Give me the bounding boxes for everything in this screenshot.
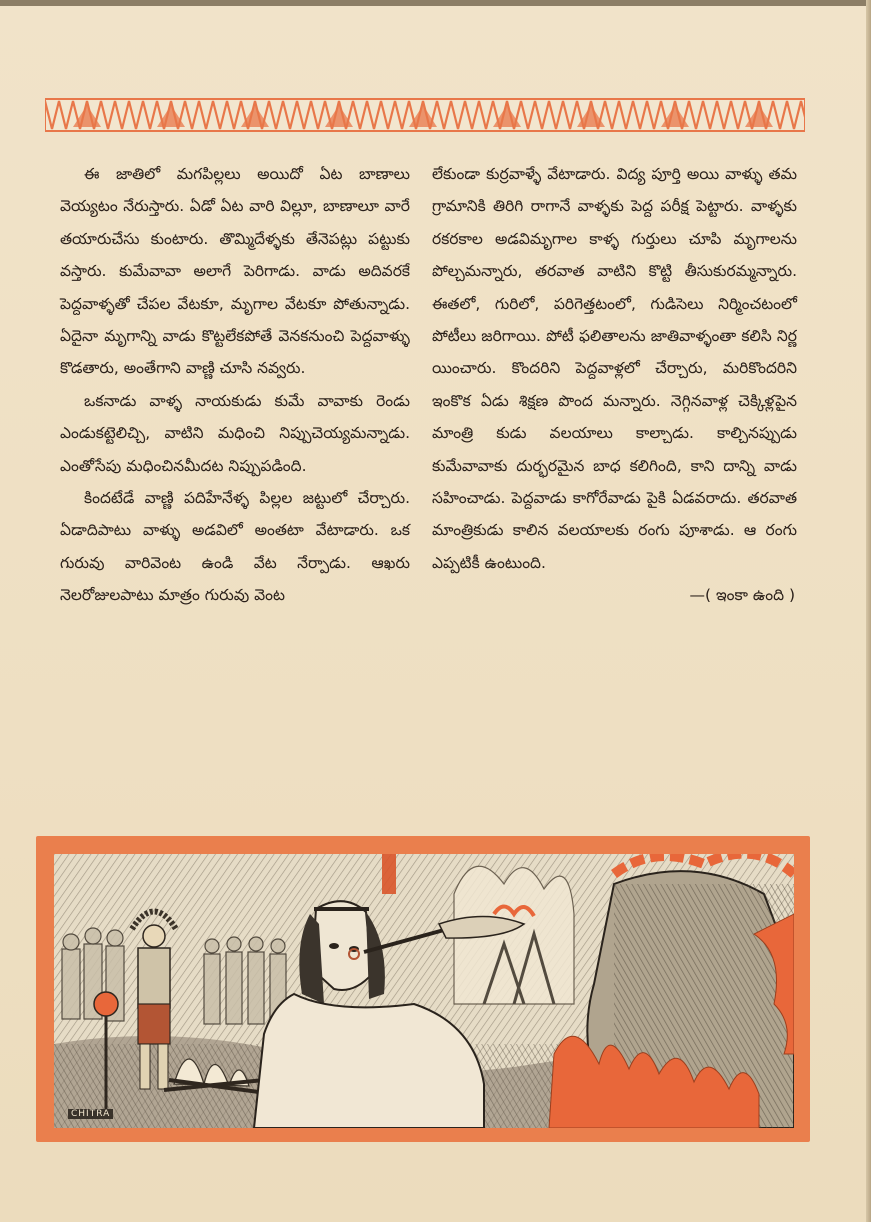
paragraph: ఈ జాతిలో మగపిల్లలు అయిదో ఏట బాణాలు వెయ్యటం నేరుస్తారు. ఏడో ఏట వారి విల్లూ, బాణాలూ వారే తయారుచేసు కుంటారు. తొమ్మిదేళ్ళకు తేనెపట్లు పట్టుకు వస్తారు. కుమేవావా అలాగే పెరిగాడు. వాడు అదివరకే పెద్దవాళ్ళతో చేపల వేటకూ, మృగాల వేటకూ పోతున్నాడు. ఏదైనా మృగాన్ని వాడు కొట్టలేకపోతే వెనకనుంచి పెద్దవాళ్ళు కొడతారు, అంతేగాని వాణ్ణి చూసి నవ్వరు. (60, 165, 410, 378)
paragraph: లేకుండా కుర్రవాళ్ళే వేటాడారు. విద్య పూర్తి అయి వాళ్ళు తమ గ్రామానికి తిరిగి రాగానే వాళ్ళకు పెద్ద పరీక్ష పెట్టారు. వాళ్ళకు రకరకాల అడవిమృగాల కాళ్ళ గుర్తులు చూపి మృగాలను పోల్చమన్నారు, తరవాత వాటిని కొట్టి తీసుకురమ్మన్నారు. ఈతలో, గురిలో, పరిగెత్తటంలో, గుడిసెలు నిర్మించటంలో పోటీలు జరిగాయి. పోటీ ఫలితాలను జాతివాళ్ళంతా కలిసి నిర్ణ యించారు. కొందరిని పెద్దవాళ్లలో చేర్చారు, మరికొందరిని ఇంకొక ఏడు శిక్షణ పొంద మన్నారు. నెగ్గినవాళ్ల చెక్కిళ్లపైన మాంత్రి కుడు వలయాలు కాల్చాడు. కాల్చినప్పుడు కుమేవావాకు దుర్భరమైన బాధ కలిగింది, కాని దాన్ని వాడు సహించాడు. పెద్దవాడు కాగోరేవాడు పైకి ఏడవరాదు. తరవాత మాంత్రికుడు కాలిన వలయాలకు రంగు పూశాడు. ఆ రంగు ఎప్పటికీ ఉంటుంది. (432, 165, 797, 572)
page-top-edge (0, 0, 871, 6)
ceremony-illustration (54, 854, 794, 1128)
illustration (54, 854, 794, 1128)
to-be-continued-note: —( ఇంకా ఉంది ) (689, 586, 795, 605)
left-text-column (60, 158, 410, 612)
paragraph: కిందటేడే వాణ్ణి పదిహేనేళ్ళ పిల్లల జట్టులో చేర్చారు. ఏడాదిపాటు వాళ్ళు అడవిలో అంతటా వేటాడారు. ఒక గురువు వారివెంట ఉండి వేట నేర్పాడు. ఆఖరు నెలరోజులపాటు మాత్రం గురువు వెంట (60, 489, 410, 605)
illustration-frame (36, 836, 810, 1142)
page-right-edge (866, 0, 871, 1222)
decorative-border (45, 95, 805, 135)
red-pole (382, 854, 396, 894)
artist-signature: CHITRA (68, 1109, 113, 1119)
paragraph: ఒకనాడు వాళ్ళ నాయకుడు కుమే వావాకు రెండు ఎండుకట్టెలిచ్చి, వాటిని మధించి నిప్పుచెయ్యమన్నాడు. ఎంతోసేపు మధించినమీదట నిప్పుపడింది. (60, 391, 410, 475)
right-text-column (432, 158, 797, 612)
